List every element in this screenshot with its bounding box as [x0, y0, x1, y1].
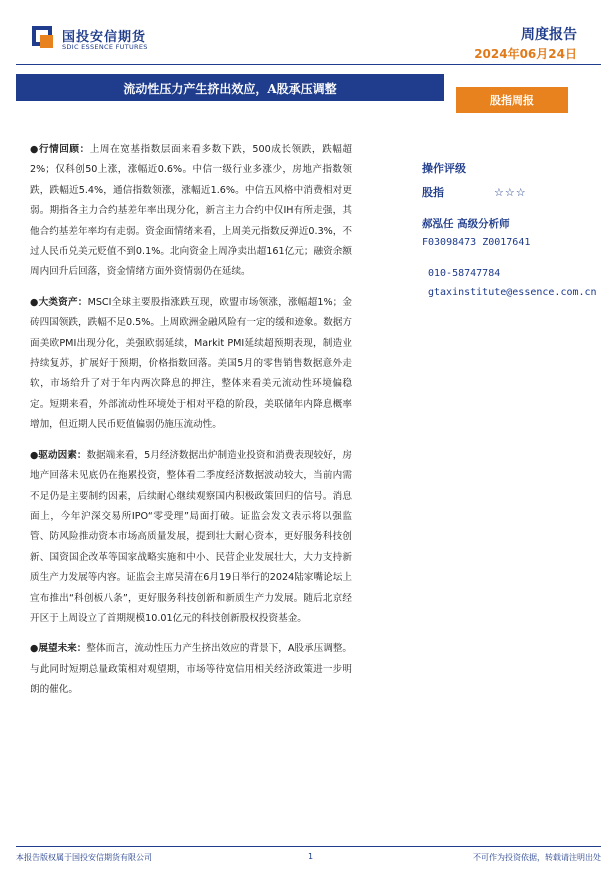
section-assets	[30, 293, 352, 436]
section-heading: ●驱动因素：	[30, 449, 87, 461]
section-heading: ●大类资产：	[30, 296, 88, 308]
report-body	[30, 140, 352, 711]
report-type: 周度报告	[521, 27, 577, 43]
section-drivers	[30, 446, 352, 630]
section-text: 数据端来看，5月经济数据出炉制造业投资和消费表现较好，房地产回落未见底仍在拖累投资，整体看二季度经济数据波动较大，当前内需不足仍是主要制约因素，后续耐心继续观察国内积极政策回归的信号。消息面上，今年沪深交易所IPO“零受理”局面打破。证监会发文表示将以强监管、防风险推动资本市场高质量发展，提到壮大耐心资本，更好服务科技创新、国资国企改革等国家战略实施和中小、民营企业发展壮大，大力支持新质生产力发展等内容。证监会主席吴清在6月19日举行的2024陆家嘴论坛上宣布推出“科创板八条”，更好服务科技创新和新质生产力发展。随后北京经开区于上周设立了首期规模10.01亿元的科技创新股权投资基金。	[30, 449, 352, 624]
section-text: 整体而言，流动性压力产生挤出效应的背景下，A股承压调整。与此同时短期总量政策相对观望期，市场等待宽信用相关经济政策进一步明朗的催化。	[30, 643, 353, 696]
section-heading: ●行情回顾：	[30, 144, 90, 155]
brand-name: 国投安信期货	[62, 30, 147, 45]
section-text: 上周在宽基指数层面来看多数下跌，500成长领跌，跌幅超2%；仅科创50上涨，涨幅近0.6%。中信一级行业多涨少，房地产指数领跌，跌幅近5.4%，通信指数领涨，涨幅近1.6%。中信五风格中消费相对更弱。期指各主力合约基差年率出现分化，新言主力合约中仅IH有所走强，其他合约基差年率均有走弱。资金面情绪来看，上周美元指数反弹近0.3%，不过人民币兑美元贬值不到0.1%。北向资金上周净卖出超161亿元；融资余额周内回升后回落，资金情绪方面外资情弱仍在延续。	[30, 144, 353, 278]
rating-title: 操作评级	[422, 162, 466, 175]
category-tag-label: 股指周报	[490, 94, 534, 107]
rating-row	[422, 184, 597, 200]
star-rating-icon: ☆☆☆	[494, 186, 527, 199]
analyst-name: 郝泓任 高级分析师	[422, 218, 510, 230]
sidebar	[422, 160, 597, 298]
section-text: MSCI全球主要股指涨跌互现，欧盟市场领涨，涨幅超1%；金砖四国领跌，跌幅不足0.5%。上周欧洲金融风险有一定的缓和迹象。数据方面美欧PMI出现分化，美强欧弱延续，Markit PMI延续超预期表现，制造业持续复苏，扩展好于预期，价格指数回落。美国5月的零售销售数据意外走软，市场给升了对于年内两次降息的押注，整体来看美元流动性环境偏稳定。短期来看，外部流动性环境处于相对平稳的阶段，美联储年内降息概率增加，但近期人民币贬值偏弱仍施压流动性。	[30, 296, 352, 431]
company-logo	[32, 26, 58, 52]
rating-label: 股指	[422, 186, 444, 199]
analyst-certificate: F03098473 Z0017641	[422, 237, 531, 248]
page-number: 1	[308, 852, 314, 861]
footer-disclaimer: 不可作为投资依据，转载请注明出处	[473, 853, 601, 862]
brand-name-english: SDIC ESSENCE FUTURES	[62, 43, 148, 51]
report-title: 流动性压力产生挤出效应，A股承压调整	[123, 82, 337, 96]
section-review	[30, 140, 352, 283]
contact-phone: 010-58747784	[428, 268, 501, 279]
report-date: 2024年06月24日	[474, 47, 577, 61]
contact-email[interactable]: gtaxinstitute@essence.com.cn	[428, 287, 597, 298]
footer-divider	[16, 846, 601, 847]
header-divider	[16, 64, 601, 65]
footer-copyright: 本报告版权属于国投安信期货有限公司	[16, 853, 152, 862]
section-heading: ●展望未来：	[30, 643, 87, 655]
section-outlook	[30, 639, 352, 700]
